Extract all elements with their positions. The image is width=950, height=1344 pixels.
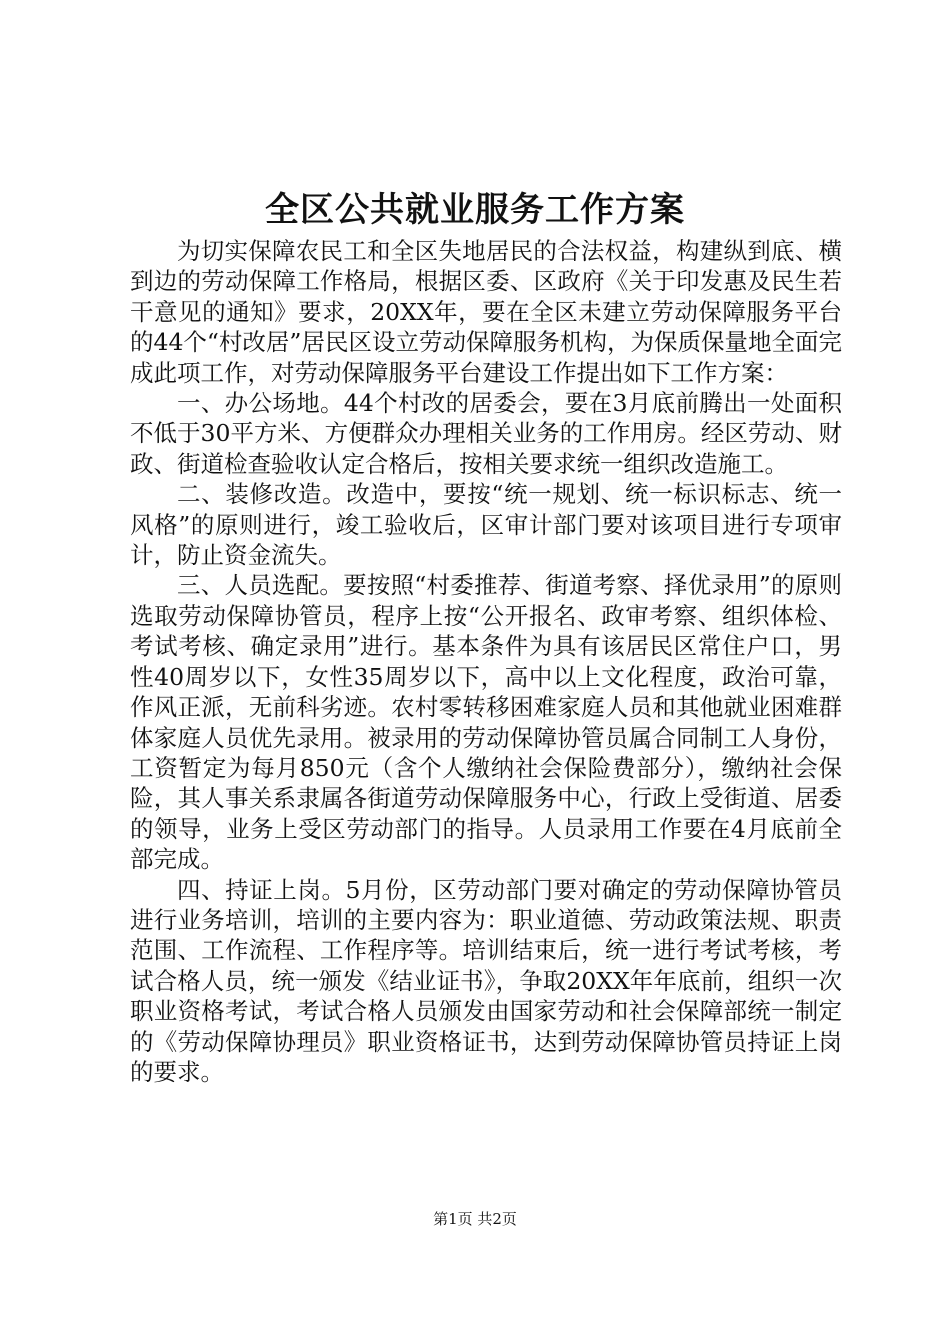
document-title: 全区公共就业服务工作方案 [265,190,685,230]
paragraph-office-space: 一、办公场地。44个村改的居委会，要在3月底前腾出一处面积不低于30平方米、方便群众办理相关业务的工作用房。经区劳动、财政、街道检查验收认定合格后，按相关要求统一组织改造施工。 [130,389,842,478]
paragraph-certification: 四、持证上岗。5月份，区劳动部门要对确定的劳动保障协管员进行业务培训，培训的主要内容为：职业道德、劳动政策法规、职责范围、工作流程、工作程序等。培训结束后，统一进行考试考核，考试合格人员，统一颁发《结业证书》，争取20XX年年底前，组织一次职业资格考试，考试合格人员颁发由国家劳动和社会保障部统一制定的《劳动保障协理员》职业资格证书，达到劳动保障协管员持证上岗的要求。 [130,875,842,1086]
paragraph-intro: 为切实保障农民工和全区失地居民的合法权益，构建纵到底、横到边的劳动保障工作格局，根据区委、区政府《关于印发惠及民生若干意见的通知》要求，20XX年，要在全区未建立劳动保障服务平台的44个“村改居”居民区设立劳动保障服务机构，为保质保量地全面完成此项工作，对劳动保障服务平台建设工作提出如下工作方案： [130,237,842,387]
page-footer: 第1页 共2页 [433,1210,517,1228]
paragraph-renovation: 二、装修改造。改造中，要按“统一规划、统一标识标志、统一风格”的原则进行，竣工验收后，区审计部门要对该项目进行专项审计，防止资金流失。 [130,480,842,570]
paragraph-staff-selection: 三、人员选配。要按照“村委推荐、街道考察、择优录用”的原则选取劳动保障协管员，程序上按“公开报名、政审考察、组织体检、考试考核、确定录用”进行。基本条件为具有该居民区常住户口，男性40周岁以下，女性35周岁以下，高中以上文化程度，政治可靠，作风正派，无前科劣迹。农村零转移困难家庭人员和其他就业困难群体家庭人员优先录用。被录用的劳动保障协管员属合同制工人身份，工资暂定为每月850元（含个人缴纳社会保险费部分），缴纳社会保险，其人事关系隶属各街道劳动保障服务中心，行政上受街道、居委的领导，业务上受区劳动部门的指导。人员录用工作要在4月底前全部完成。 [130,571,842,874]
document-body [130,236,842,1087]
